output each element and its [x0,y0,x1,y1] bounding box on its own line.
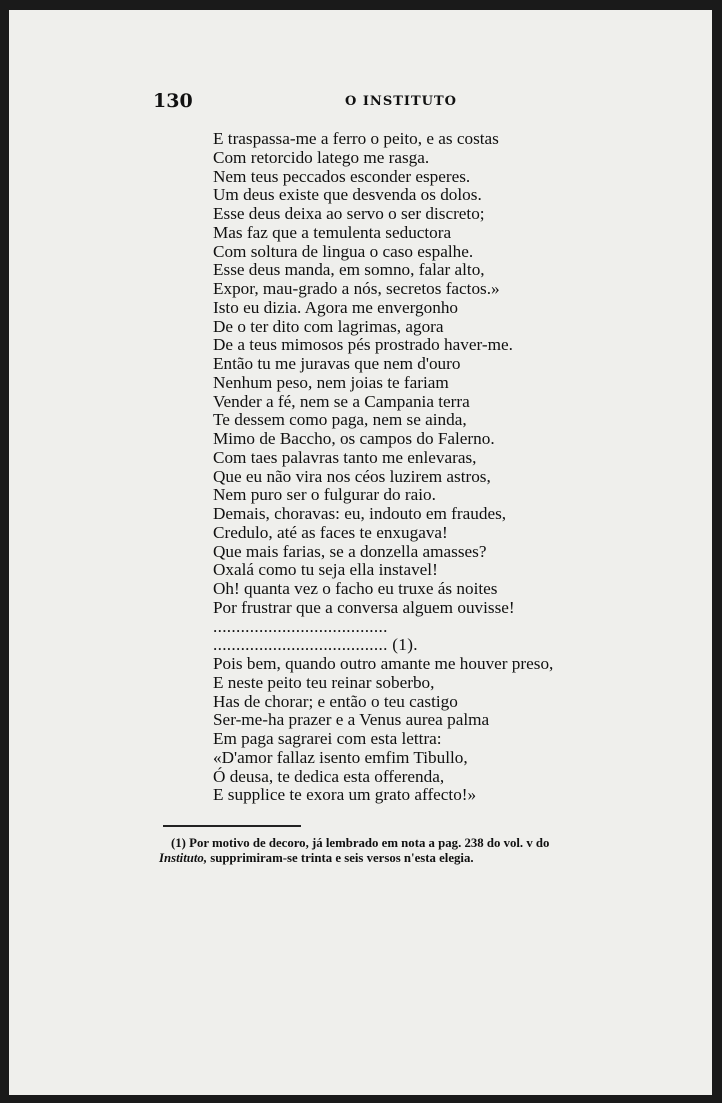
footnote-text-1: Por motivo de decoro, já lembrado em nota a pag. 238 do vol. v do [189,836,550,850]
book-page [9,10,712,1095]
poem-line: Expor, mau-grado a nós, secretos factos.» [213,279,500,298]
footnote-journal-title: Instituto, [159,851,208,865]
poem-line: Um deus existe que desvenda os dolos. [213,185,482,205]
poem-line: Com retorcido latego me rasga. [213,147,430,167]
poem-line: Com taes palavras tanto me enlevaras, [213,447,477,467]
poem-line: Ó deusa, te dedica esta offerenda, [213,766,445,786]
poem-line: Esse deus deixa ao servo o ser discreto; [213,204,485,223]
poem-line: De a teus mimosos pés prostrado haver-me. [213,335,513,355]
omission-dots: ...................................... [213,616,388,636]
omission-dots-with-note-ref: ...................................... (1). [213,635,418,655]
poem-line: Que eu não vira nos céos luzirem astros, [213,466,491,486]
poem-line: Nem teus peccados esconder esperes. [213,166,471,186]
poem-line: Nenhum peso, nem joias te fariam [213,372,449,392]
page-number: 130 [153,90,193,112]
poem-line: Por frustrar que a conversa alguem ouvisse! [213,597,515,617]
poem-line: Demais, choravas: eu, indouto em fraudes, [213,504,507,523]
footnote-divider [163,825,301,827]
poem-stanza-after-omission [213,655,653,805]
poem-line: De o ter dito com lagrimas, agora [213,316,444,336]
poem-stanza-before-omission [213,130,653,618]
poem-text [213,130,653,805]
poem-line: Oh! quanta vez o facho eu truxe ás noites [213,579,498,598]
footnote-marker: (1) [171,836,186,850]
poem-line: Credulo, até as faces te enxugava! [213,522,448,542]
poem-line: E supplice te exora um grato affecto!» [213,785,477,805]
poem-line: Oxalá como tu seja ella instavel! [213,560,438,580]
running-title: O INSTITUTO [345,94,457,109]
footnote [159,836,639,866]
poem-line: E traspassa-me a ferro o peito, e as costas [213,129,499,148]
poem-line: Vender a fé, nem se a Campania terra [213,391,470,411]
running-header [9,90,712,114]
poem-line: Esse deus manda, em somno, falar alto, [213,260,485,280]
poem-line: Mimo de Baccho, os campos do Falerno. [213,429,495,448]
poem-line: Has de chorar; e então o teu castigo [213,691,458,711]
poem-line: Que mais farias, se a donzella amasses? [213,541,487,561]
poem-line: Pois bem, quando outro amante me houver preso, [213,654,554,673]
poem-line: Com soltura de lingua o caso espalhe. [213,241,474,261]
poem-line: Mas faz que a temulenta seductora [213,222,452,242]
poem-line: Em paga sagrarei com esta lettra: [213,729,442,748]
footnote-text-2: supprimiram-se trinta e seis versos n'esta elegia. [210,851,474,865]
poem-line: Isto eu dizia. Agora me envergonho [213,297,459,317]
poem-line: E neste peito teu reinar soberbo, [213,672,435,692]
poem-line: «D'amor fallaz isento emfim Tibullo, [213,747,468,767]
poem-line: Te dessem como paga, nem se ainda, [213,410,467,430]
poem-line: Nem puro ser o fulgurar do raio. [213,485,436,505]
poem-line: Ser-me-ha prazer e a Venus aurea palma [213,710,490,730]
poem-line: Então tu me juravas que nem d'ouro [213,354,461,373]
